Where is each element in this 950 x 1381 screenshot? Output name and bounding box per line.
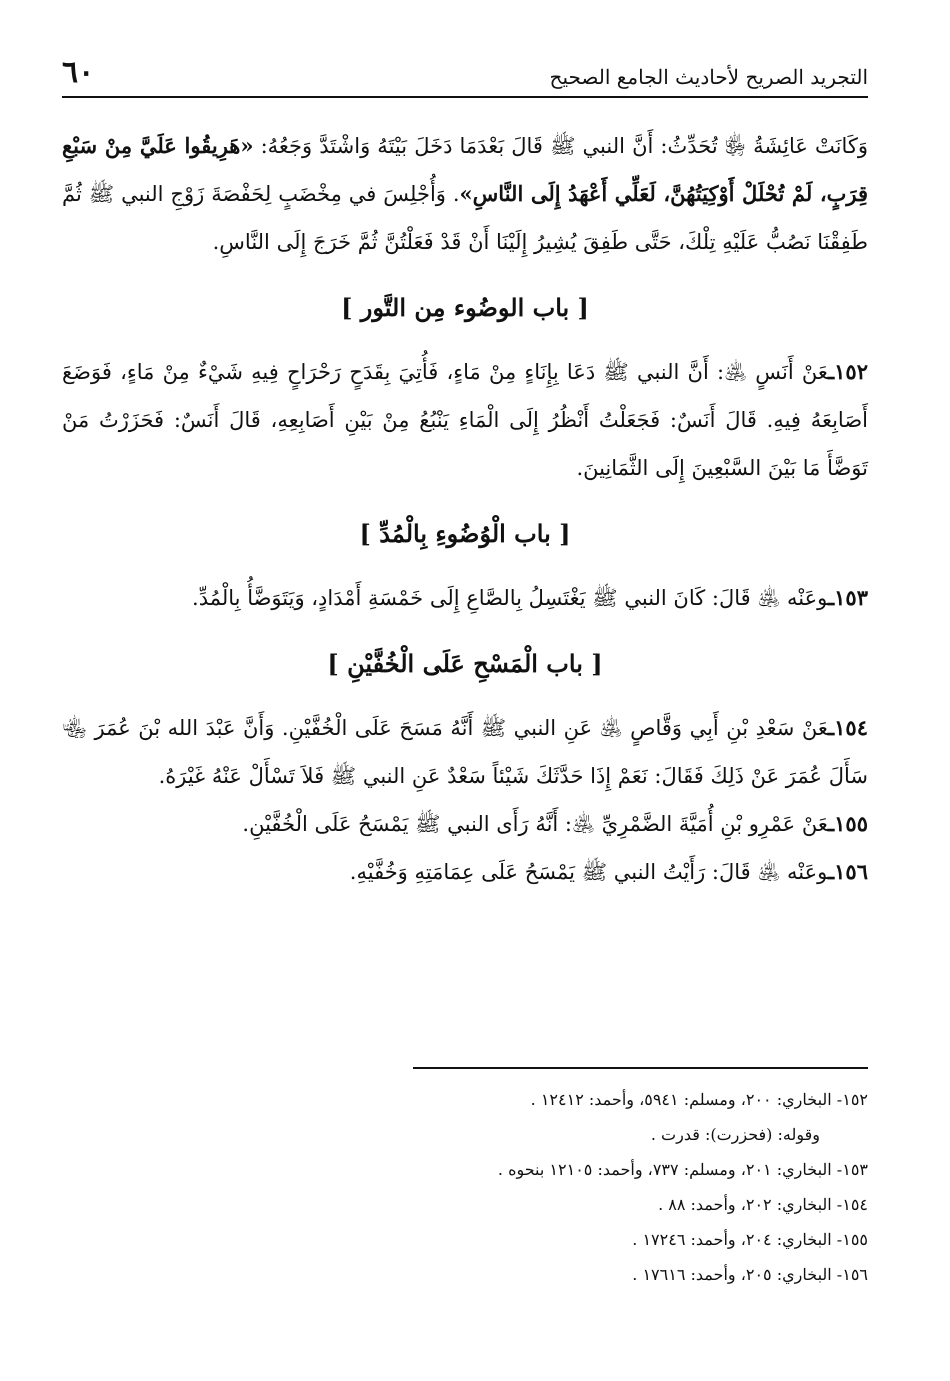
footnote-rule: [413, 1067, 868, 1069]
footnote-152: ١٥٢- البخاري: ٢٠٠، ومسلم: ٥٩٤١، وأحمد: ١٢٤١٢ .: [530, 1090, 868, 1109]
hadith-text: عَنْ عَمْرِو بْنِ أُمَيَّةَ الضَّمْرِيِّ ﵁: أَنَّهُ رَأَى النبي ﷺ يَمْسَحُ عَلَى الْخُفَّيْنِ.: [242, 812, 828, 836]
main-text: [62, 122, 868, 896]
intro-quote: «هَرِيقُوا عَلَيَّ مِنْ سَبْعِ قِرَبٍ، لَمْ تُحْلَلْ أَوْكِيَتُهُنَّ، لَعَلِّي أَعْهَدُ إِلَى النَّاسِ»: [62, 133, 868, 206]
footnote-153: ١٥٣- البخاري: ٢٠١، ومسلم: ٧٣٧، وأحمد: ١٢١٠٥ بنحوه .: [497, 1160, 868, 1179]
hadith-number: ١٥٦ـ: [828, 859, 868, 884]
footnotes: [200, 1082, 868, 1292]
section-heading-mash-khuffayn: [ باب الْمَسْحِ عَلَى الْخُفَّيْنِ ]: [327, 649, 603, 678]
running-title: التجريد الصريح لأحاديث الجامع الصحيح: [549, 65, 868, 89]
running-header: [62, 50, 868, 90]
footnote-156: ١٥٦- البخاري: ٢٠٥، وأحمد: ١٧٦١٦ .: [632, 1265, 868, 1284]
hadith-number: ١٥٢ـ: [828, 359, 868, 384]
hadith-155: [62, 800, 868, 848]
hadith-152: [62, 348, 868, 492]
hadith-text: عَنْ أَنَسٍ ﵁: أَنَّ النبي ﷺ دَعَا بِإِنَاءٍ مِنْ مَاءٍ، فَأُتِيَ بِقَدَحٍ رَحْرَاحٍ فِيهِ شَيْءٌ مِنْ مَاءٍ، فَوَضَعَ أَصَابِعَهُ فِيهِ. قَالَ أَنَسٌ: فَجَعَلْتُ أَنْظُرُ إِلَى الْمَاءِ يَنْبُعُ مِنْ بَيْنِ أَصَابِعِهِ، قَالَ أَنَسٌ: فَحَزَرْتُ مَنْ تَوَضَّأَ مَا بَيْنَ السَّبْعِينَ إِلَى الثَّمَانِينَ.: [62, 360, 868, 480]
footnote-154: ١٥٤- البخاري: ٢٠٢، وأحمد: ٨٨ .: [658, 1195, 868, 1214]
section-heading-wudu-mudd: [ باب الْوُضُوءِ بِالْمُدِّ ]: [359, 519, 571, 548]
intro-paragraph: [62, 122, 868, 266]
footnote-152-gloss: وقوله: (فحزرت): قدرت .: [650, 1125, 820, 1144]
intro-part-2: . وَأُجْلِسَ في مِخْضَبٍ لِحَفْصَةَ زَوْجِ النبي ﷺ ثُمَّ طَفِقْنَا نَصُبُّ عَلَيْهِ تِلْكَ، حَتَّى طَفِقَ يُشِيرُ إِلَيْنَا أَنْ قَدْ فَعَلْتُنَّ ثُمَّ خَرَجَ إِلَى النَّاسِ.: [62, 182, 868, 254]
hadith-number: ١٥٣ـ: [828, 585, 868, 610]
header-rule: [62, 96, 868, 98]
hadith-153: [62, 574, 868, 622]
hadith-text: وعَنْه ﵁ قَالَ: رَأَيْتُ النبي ﷺ يَمْسَحُ عَلَى عِمَامَتِهِ وَخُفَّيْهِ.: [349, 860, 828, 884]
hadith-text: وعَنْه ﵁ قَالَ: كَانَ النبي ﷺ يَغْتَسِلُ بِالصَّاعِ إِلَى خَمْسَةِ أَمْدَادٍ، وَيَتَوَضَّأُ بِالْمُدِّ.: [192, 586, 828, 610]
section-heading-wudu-tawr: [ باب الوضُوء مِن التَّور ]: [341, 293, 589, 322]
hadith-156: [62, 848, 868, 896]
hadith-number: ١٥٥ـ: [828, 811, 868, 836]
hadith-number: ١٥٤ـ: [828, 715, 868, 740]
hadith-text: عَنْ سَعْدِ بْنِ أَبِي وَقَّاصٍ ﵁ عَنِ النبي ﷺ أَنَّهُ مَسَحَ عَلَى الْخُفَّيْنِ. وَأَنَّ عَبْدَ الله بْنَ عُمَرَ ﵄ سَأَلَ عُمَرَ عَنْ ذَلِكَ فَقَالَ: نَعَمْ إِذَا حَدَّثَكَ شَيْئاً سَعْدٌ عَنِ النبي ﷺ فَلاَ تَسْأَلْ عَنْهُ غَيْرَهُ.: [62, 716, 868, 788]
hadith-154: [62, 704, 868, 800]
footnote-155: ١٥٥- البخاري: ٢٠٤، وأحمد: ١٧٢٤٦ .: [632, 1230, 868, 1249]
page-number: ٦٠: [62, 55, 95, 90]
intro-part-1: وَكَانَتْ عَائِشَةُ ﵂ تُحَدِّثُ: أَنَّ النبي ﷺ قَالَ بَعْدَمَا دَخَلَ بَيْتَهُ وَاشْتَدَّ وَجَعُهُ:: [253, 134, 868, 158]
